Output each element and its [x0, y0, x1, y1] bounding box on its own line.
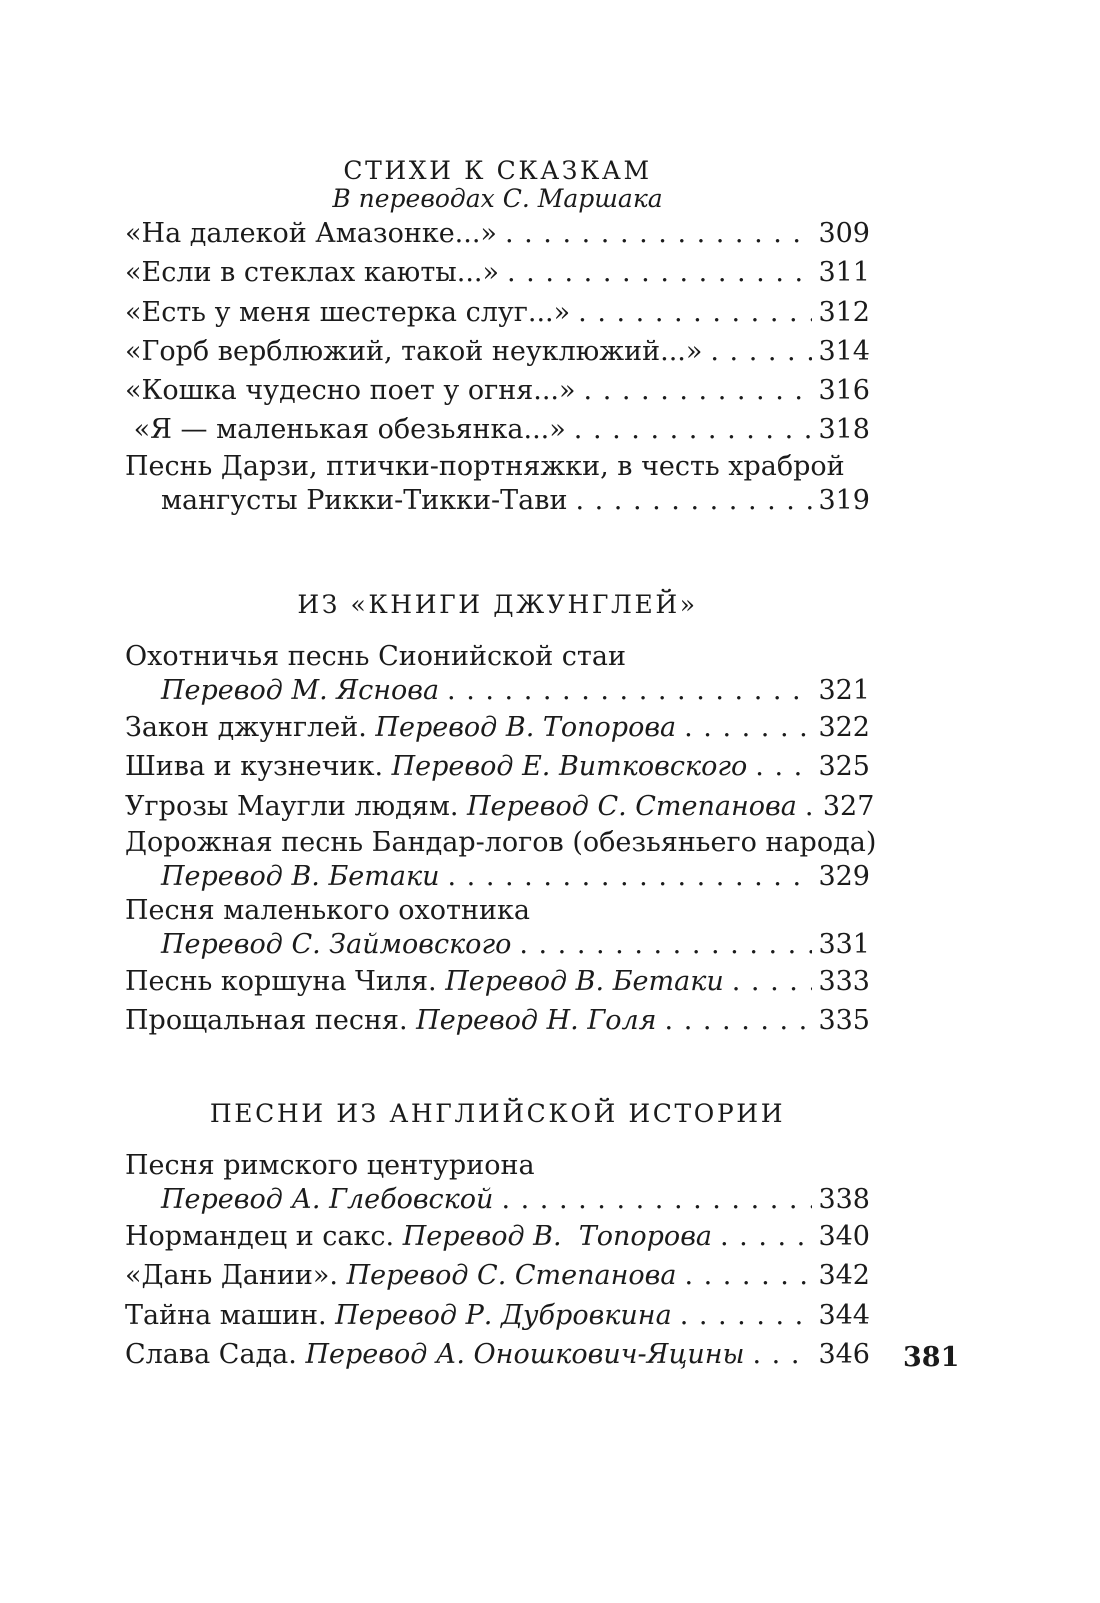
toc-section-fairy-tale-verses — [125, 148, 870, 518]
entry-page: 344 — [818, 1299, 870, 1331]
entry-title-continued: мангусты Рикки-Тикки-Тави — [161, 484, 568, 516]
entry-title: «Кошка чудесно поет у огня...» — [125, 375, 576, 407]
dot-leader — [575, 484, 812, 518]
entry-title: Слава Сада. — [125, 1338, 297, 1370]
entry-translator: Перевод В. Бетаки — [445, 965, 724, 997]
entry-title: Закон джунглей. — [125, 712, 367, 743]
toc-entry[interactable] — [125, 1256, 870, 1295]
toc-entry[interactable] — [125, 1217, 870, 1256]
entry-page: 325 — [818, 751, 870, 783]
entry-translator: Перевод С. Займовского — [161, 928, 512, 960]
entry-title: «Горб верблюжий, такой неуклюжий...» — [125, 335, 703, 367]
entry-title: Прощальная песня. — [125, 1005, 408, 1037]
entry-translator: Перевод А. Оношкович-Яцины — [305, 1338, 745, 1370]
toc-section-jungle-book — [125, 582, 877, 1040]
entry-translator: Перевод В. Топорова — [402, 1221, 713, 1252]
dot-leader — [574, 410, 813, 449]
entry-page: 309 — [818, 218, 870, 249]
entry-page: 340 — [818, 1221, 870, 1252]
dot-leader — [755, 747, 812, 786]
entry-translator: Перевод В. Топорова — [375, 712, 677, 743]
toc-entry[interactable] — [125, 962, 870, 1001]
dot-leader — [684, 1256, 812, 1295]
toc-entry[interactable] — [125, 747, 870, 786]
dot-leader — [665, 1001, 813, 1040]
toc-entry[interactable] — [125, 293, 870, 332]
entry-translator: Перевод Е. Витковского — [391, 751, 748, 783]
entry-translator: Перевод С. Степанова — [467, 790, 797, 822]
entry-page: 331 — [818, 928, 870, 960]
entry-title: Охотничья песнь Сионийской стаи — [125, 641, 626, 672]
dot-leader — [448, 860, 813, 894]
entry-title: «Есть у меня шестерка слуг...» — [125, 296, 571, 328]
entry-page: 327 — [822, 790, 875, 822]
toc-entry[interactable] — [125, 1001, 870, 1040]
dot-leader — [505, 214, 813, 253]
dot-leader — [447, 674, 812, 708]
entry-translator: Перевод Н. Голя — [416, 1005, 657, 1037]
entry-title: Нормандец и сакс. — [125, 1221, 395, 1252]
entry-translator: Перевод В. Бетаки — [161, 860, 440, 892]
toc-entry[interactable] — [125, 214, 870, 253]
section-title: СТИХИ К СКАЗКАМ — [343, 156, 652, 185]
entry-page: 312 — [818, 296, 870, 328]
toc-entry[interactable] — [125, 708, 870, 747]
toc-section-english-history — [125, 1091, 870, 1374]
toc-entry[interactable] — [125, 640, 870, 708]
dot-leader — [584, 371, 813, 410]
toc-entry[interactable] — [125, 410, 870, 449]
dot-leader — [752, 1335, 812, 1374]
entry-page: 318 — [818, 414, 870, 446]
entry-title: Угрозы Маугли людям. — [125, 790, 459, 822]
entry-page: 319 — [818, 484, 870, 516]
entry-page: 316 — [818, 375, 870, 407]
toc-entry[interactable] — [125, 371, 870, 410]
dot-leader — [578, 293, 812, 332]
entry-translator: Перевод А. Глебовской — [161, 1184, 494, 1215]
entry-page: 311 — [818, 257, 870, 289]
entry-page: 314 — [818, 335, 870, 367]
page-number: 381 — [903, 1342, 960, 1373]
entry-page: 335 — [818, 1005, 870, 1037]
entry-title: Песня маленького охотника — [125, 894, 530, 926]
entry-translator: Перевод Р. Дубровкина — [335, 1299, 672, 1331]
entry-title: Дорожная песнь Бандар-логов (обезьяньего народа) — [125, 826, 877, 858]
dot-leader — [732, 962, 813, 1001]
entry-page: 329 — [818, 860, 870, 892]
section-subtitle: В переводах С. Маршака — [332, 184, 663, 213]
toc-entry[interactable] — [125, 894, 870, 962]
toc-entry[interactable] — [125, 1149, 870, 1217]
entry-title: «Если в стеклах каюты...» — [125, 257, 500, 289]
section-title: ПЕСНИ ИЗ АНГЛИЙСКОЙ ИСТОРИИ — [209, 1099, 786, 1128]
dot-leader — [710, 332, 812, 371]
entry-title: «На далекой Амазонке...» — [125, 218, 497, 249]
entry-title: «Я — маленькая обезьянка...» — [125, 414, 566, 446]
entry-page: 333 — [818, 965, 870, 997]
toc-entry[interactable] — [125, 787, 875, 826]
entry-page: 338 — [818, 1184, 870, 1215]
entry-page: 342 — [818, 1260, 870, 1292]
entry-translator: Перевод М. Яснова — [161, 675, 440, 706]
toc-entry[interactable] — [125, 332, 870, 371]
entry-page: 321 — [818, 675, 870, 706]
dot-leader — [501, 1183, 812, 1217]
entry-title: Песнь Дарзи, птички-портняжки, в честь храброй — [125, 450, 845, 482]
toc-entry[interactable] — [125, 1296, 870, 1335]
toc-entry[interactable] — [125, 1335, 870, 1374]
toc-entry[interactable] — [125, 826, 877, 894]
entry-page: 322 — [818, 712, 870, 743]
dot-leader — [720, 1217, 812, 1256]
entry-title: «Дань Дании». — [125, 1260, 338, 1292]
entry-title: Шива и кузнечик. — [125, 751, 384, 783]
entry-title: Песнь коршуна Чиля. — [125, 965, 437, 997]
toc-entry[interactable] — [125, 253, 870, 292]
entry-page: 346 — [818, 1338, 870, 1370]
dot-leader — [805, 787, 817, 826]
toc-entry[interactable] — [125, 450, 870, 518]
entry-title: Песня римского центуриона — [125, 1150, 535, 1181]
entry-title: Тайна машин. — [125, 1299, 327, 1331]
dot-leader — [507, 253, 812, 292]
dot-leader — [684, 708, 812, 747]
dot-leader — [680, 1296, 813, 1335]
entry-translator: Перевод С. Степанова — [346, 1260, 677, 1292]
dot-leader — [519, 928, 812, 962]
section-title: ИЗ «КНИГИ ДЖУНГЛЕЙ» — [297, 590, 698, 619]
